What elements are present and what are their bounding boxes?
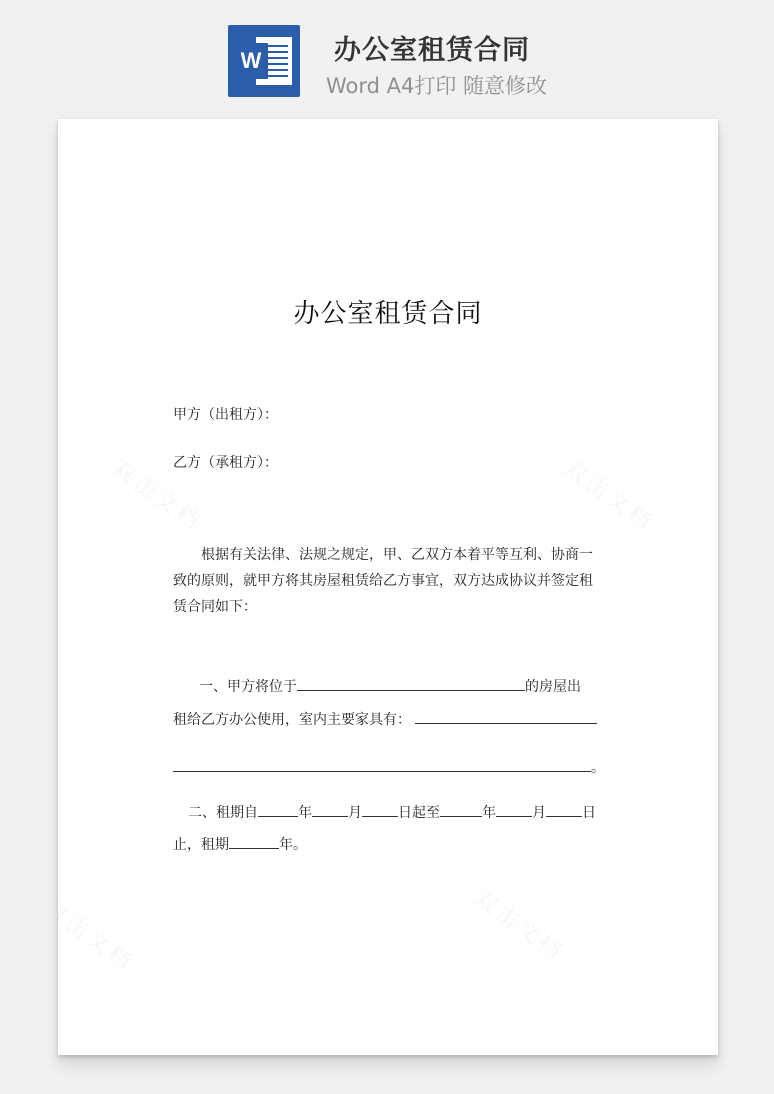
header-subtitle: Word A4打印 随意修改 [326, 74, 548, 98]
furniture-blank-continued[interactable] [173, 757, 591, 772]
clause-2-year-1: 年 [298, 805, 312, 821]
clause-1-end: 。 [591, 760, 605, 776]
intro-line-3: 赁合同如下： [173, 599, 257, 615]
document-page [58, 119, 718, 1055]
clause-1-text-a: 一、甲方将位于 [199, 679, 297, 695]
clause-2-year-2: 年 [482, 805, 496, 821]
end-year-blank[interactable] [440, 802, 482, 817]
clause-2-text-a: 二、租期自 [188, 805, 258, 821]
location-blank[interactable] [297, 676, 525, 691]
clause-2-line-2 [173, 834, 307, 854]
clause-2-month-1: 月 [348, 805, 362, 821]
start-day-blank[interactable] [362, 802, 398, 817]
clause-1-line-1 [199, 676, 581, 696]
start-year-blank[interactable] [258, 802, 298, 817]
clause-1-line-3 [173, 757, 605, 777]
intro-line-1: 根据有关法律、法规之规定，甲、乙双方本着平等互利、协商一 [201, 547, 593, 563]
document-title: 办公室租赁合同 [293, 299, 483, 329]
intro-line-2: 致的原则，就甲方将其房屋租赁给乙方事宜，双方达成协议并签定租 [173, 573, 593, 589]
header [0, 0, 774, 110]
clause-2-line-1 [188, 802, 596, 822]
clause-2-text-b: 止，租期 [173, 837, 229, 853]
party-a-label: 甲方（出租方）： [173, 407, 278, 423]
end-day-blank[interactable] [546, 802, 582, 817]
word-icon [228, 25, 300, 97]
clause-1-text-b: 的房屋出 [525, 679, 581, 695]
clause-2-years: 年。 [279, 837, 307, 853]
furniture-blank[interactable] [415, 709, 597, 724]
clause-1-text-c: 租给乙方办公使用，室内主要家具有： [173, 712, 411, 728]
watermark [58, 892, 142, 977]
start-month-blank[interactable] [312, 802, 348, 817]
header-title: 办公室租赁合同 [334, 35, 530, 66]
lease-term-blank[interactable] [229, 834, 279, 849]
party-b-label: 乙方（承租方）： [173, 455, 278, 471]
clause-2-day-from: 日起至 [398, 805, 440, 821]
watermark [469, 882, 572, 967]
clause-1-line-2 [173, 709, 597, 729]
clause-2-month-2: 月 [532, 805, 546, 821]
word-badge: W [234, 43, 268, 79]
end-month-blank[interactable] [496, 802, 532, 817]
watermark [559, 452, 662, 537]
clause-2-day-to: 日 [582, 805, 596, 821]
